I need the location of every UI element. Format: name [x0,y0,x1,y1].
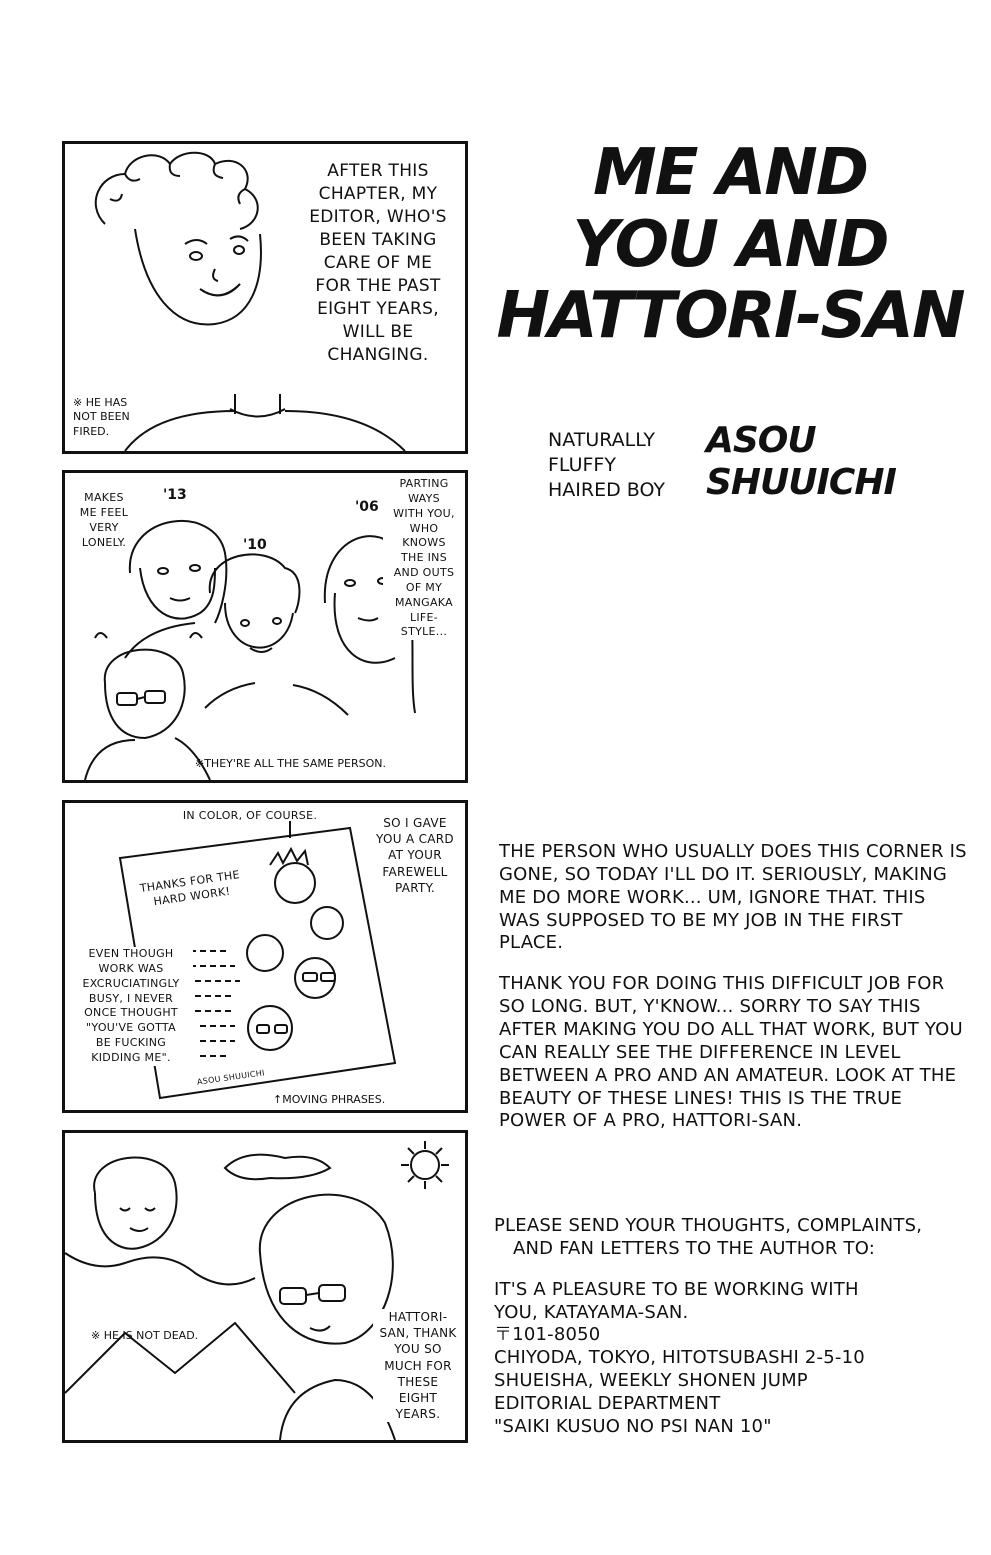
address-line: IT'S A PLEASURE TO BE WORKING WITH [494,1278,859,1300]
panel-2-left-text: MAKES ME FEEL VERY LONELY. [79,491,129,549]
author-message [499,841,969,1151]
panel-4-speech: HATTORI- SAN, THANK YOU SO MUCH FOR THESE EIGHT YEARS. [373,1309,463,1422]
panel-2 [62,470,468,783]
year-06-label: '06 [355,499,379,515]
title-line-3: HATTORI-SAN [496,279,964,354]
address-line: EDITORIAL DEPARTMENT [494,1393,721,1415]
panel-1-note: ※ HE HAS NOT BEEN FIRED. [73,396,130,438]
year-10-label: '10 [243,537,267,553]
address-line: YOU, KATAYAMA-SAN. [494,1301,689,1323]
panel-4-note: ※ HE IS NOT DEAD. [91,1329,199,1342]
panel-2-note: ※THEY'RE ALL THE SAME PERSON. [195,757,386,770]
panel-3 [62,800,468,1113]
send-line-1: PLEASE SEND YOUR THOUGHTS, COMPLAINTS, [494,1215,923,1236]
card-signature: ASOU SHUUICHI [196,1068,266,1087]
panel-3-bottom-caption: ↑MOVING PHRASES. [273,1093,386,1106]
page-title [495,138,965,353]
message-paragraph-1: THE PERSON WHO USUALLY DOES THIS CORNER IS GONE, SO TODAY I'LL DO IT. SERIOUSLY, MAKING ME DO MORE WORK... UM, IGNORE THAT. THIS WAS SUPPOSED TO BE MY JOB IN THE FIRST PLACE. [499,841,967,954]
card-message: THANKS FOR THE HARD WORK! [139,868,241,909]
address-line: "SAIKI KUSUO NO PSI NAN 10" [494,1415,772,1437]
panel-1 [62,141,468,454]
title-line-1: ME AND [593,136,867,210]
address-line: CHIYODA, TOKYO, HITOTSUBASHI 2-5-10 [494,1347,865,1369]
panel-3-left-text: EVEN THOUGH WORK WAS EXCRUCIATINGLY BUSY, I NEVER ONCE THOUGHT "YOU'VE GOTTA BE FUCKING KIDDING ME". [69,947,193,1066]
address-line: SHUEISHA, WEEKLY SHONEN JUMP [494,1370,808,1392]
mailing-address [494,1279,964,1439]
author-role: NATURALLY FLUFFY HAIRED BOY [548,429,665,502]
panel-3-right-text: SO I GAVE YOU A CARD AT YOUR FAREWELL PARTY. [376,816,454,895]
panel-2-right-text: PARTING WAYS WITH YOU, WHO KNOWS THE INS AND OUTS OF MY MANGAKA LIFE- STYLE... [383,477,465,640]
address-line: 〒101-8050 [494,1324,601,1346]
year-13-label: '13 [163,487,187,503]
title-line-2: YOU AND [572,207,888,282]
panel-1-speech: AFTER THIS CHAPTER, MY EDITOR, WHO'S BEEN TAKING CARE OF ME FOR THE PAST EIGHT YEARS, WILL BE CHANGING. [309,161,447,365]
send-line-2: AND FAN LETTERS TO THE AUTHOR TO: [512,1237,876,1259]
author-name: ASOU SHUUICHI [706,420,896,503]
panel-4 [62,1130,468,1443]
fan-mail-info [494,1215,964,1439]
panel-3-top-caption: IN COLOR, OF COURSE. [182,809,318,822]
message-paragraph-2: THANK YOU FOR DOING THIS DIFFICULT JOB FOR SO LONG. BUT, Y'KNOW... SORRY TO SAY THIS AFTER MAKING YOU DO ALL THAT WORK, BUT YOU CAN REALLY SEE THE DIFFERENCE IN LEVEL BETWEEN A PRO AND AN AMATEUR. LOOK AT THE BEAUTY OF THESE LINES! THIS IS THE TRUE POWER OF A PRO, HATTORI-SAN. [499,973,963,1132]
